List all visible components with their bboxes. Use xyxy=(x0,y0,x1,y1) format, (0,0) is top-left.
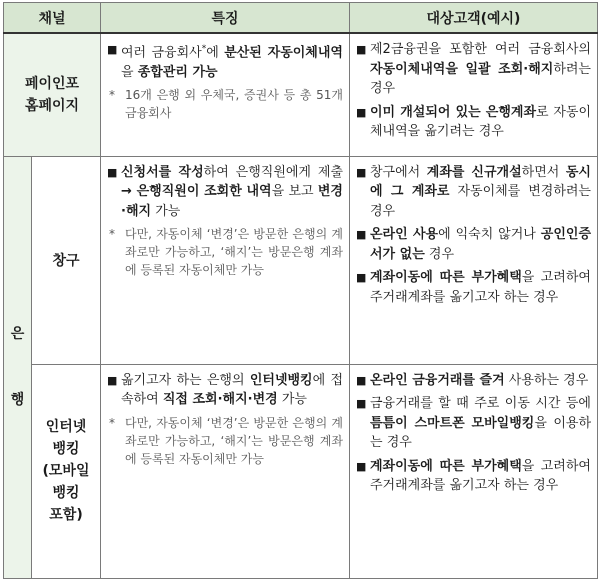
header-row xyxy=(4,3,598,34)
header-target: 대상고객(예시) xyxy=(350,3,598,34)
footnote: * 다만, 자동이체 ‘변경’은 방문한 은행의 계좌로만 가능하고, ‘해지’는 방문은행 계좌에 등록된 자동이체만 가능 xyxy=(109,227,343,277)
target-counter xyxy=(350,156,598,364)
channel-bank: 은 행 xyxy=(4,156,32,578)
note-marker: * xyxy=(109,88,115,103)
feature-payinfo xyxy=(101,33,350,156)
channel-payinfo: 페이인포 홈페이지 xyxy=(4,33,101,156)
target-payinfo xyxy=(350,33,598,156)
channel-counter: 창구 xyxy=(32,156,101,364)
row-bank-internet xyxy=(4,364,598,578)
header-channel: 채널 xyxy=(4,3,101,34)
bullet-item: ■ 제2금융권을 포함한 여러 금융회사의 자동이체내역을 일괄 조회·해지하려는 경우 xyxy=(356,42,591,96)
bullet-item: ■ 계좌이동에 따른 부가혜택을 고려하여 주거래계좌를 옮기고자 하는 경우 xyxy=(356,270,591,305)
header-feature: 특징 xyxy=(101,3,350,34)
comparison-table xyxy=(3,2,598,579)
feature-counter xyxy=(101,156,350,364)
footnote: * 16개 은행 외 우체국, 증권사 등 총 51개 금융회사 xyxy=(109,88,343,121)
channel-internet: 인터넷 뱅킹 (모바일 뱅킹 포함) xyxy=(32,364,101,578)
bullet-item: ■ 신청서를 작성하여 은행직원에게 제출 → 은행직원이 조회한 내역을 보고 변경·해지 가능 xyxy=(107,164,343,219)
target-internet xyxy=(350,364,598,578)
footnote: * 다만, 자동이체 ‘변경’은 방문한 은행의 계좌로만 가능하고, ‘해지’는 방문은행 계좌에 등록된 자동이체만 가능 xyxy=(109,415,343,466)
bullet-item: ■ 이미 개설되어 있는 은행계좌로 자동이체내역을 옮기려는 경우 xyxy=(356,104,591,139)
bullet-item: ■ 창구에서 계좌를 신규개설하면서 동시에 그 계좌로 자동이체를 변경하려는 경우 xyxy=(356,164,591,219)
bullet-item: ■ 계좌이동에 따른 부가혜택을 고려하여 주거래계좌를 옮기고자 하는 경우 xyxy=(356,458,591,493)
bullet-item: ■ 여러 금융회사*에 분산된 자동이체내역을 종합관리 가능 xyxy=(107,40,343,82)
bullet-marker: ■ xyxy=(107,43,118,56)
row-payinfo xyxy=(4,33,598,156)
bullet-item: ■ 온라인 사용에 익숙치 않거나 공인인증서가 없는 경우 xyxy=(356,227,591,262)
feature-internet xyxy=(101,364,350,578)
bullet-item: ■ 온라인 금융거래를 즐겨 사용하는 경우 xyxy=(356,372,589,388)
row-bank-counter xyxy=(4,156,598,364)
bullet-item: ■ 옮기고자 하는 은행의 인터넷뱅킹에 접속하여 직접 조회·해지·변경 가능 xyxy=(107,372,344,407)
bullet-item: ■ 금융거래를 할 때 주로 이동 시간 등에 틈틈이 스마트폰 모바일뱅킹을 이용하는 경우 xyxy=(356,396,591,450)
